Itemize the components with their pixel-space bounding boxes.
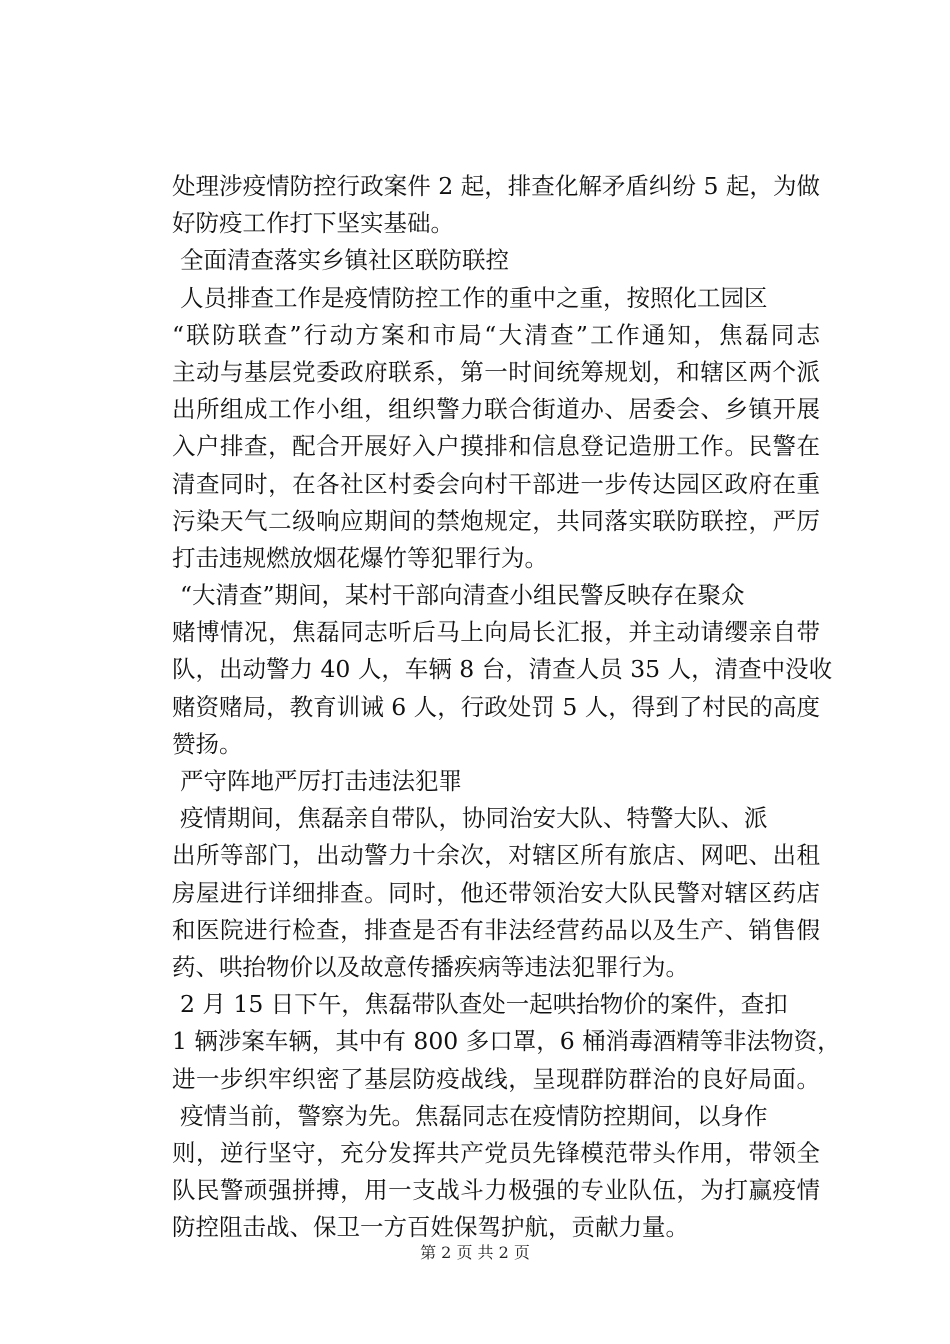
text-line: 赌博情况，焦磊同志听后马上向局长汇报，并主动请缨亲自带 bbox=[172, 618, 820, 647]
text-line: 清查同时，在各社区村委会向村干部进一步传达园区政府在重 bbox=[172, 469, 820, 498]
text-line: 1 辆涉案车辆，其中有 800 多口罩，6 桶消毒酒精等非法物资， bbox=[172, 1027, 841, 1056]
text-line: “联防联查”行动方案和市局“大清查”工作通知，焦磊同志 bbox=[172, 320, 820, 349]
page-footer: 第 2 页 共 2 页 bbox=[420, 1243, 530, 1262]
text-line: 则，逆行坚守，充分发挥共产党员先锋模范带头作用，带领全 bbox=[172, 1138, 820, 1167]
text-line: 队，出动警力 40 人，车辆 8 台，清查人员 35 人，清查中没收 bbox=[172, 655, 833, 684]
text-line: 污染天气二级响应期间的禁炮规定，共同落实联防联控，严厉 bbox=[172, 506, 820, 535]
text-line: 处理涉疫情防控行政案件 2 起，排查化解矛盾纠纷 5 起，为做 bbox=[172, 172, 820, 200]
text-line: 房屋进行详细排查。同时，他还带领治安大队民警对辖区药店 bbox=[172, 878, 820, 907]
text-line: 队民警顽强拼搏，用一支战斗力极强的专业队伍，为打赢疫情 bbox=[172, 1176, 820, 1205]
text-line: 入户排查，配合开展好入户摸排和信息登记造册工作。民警在 bbox=[172, 432, 820, 461]
text-line: “大清查”期间，某村干部向清查小组民警反映存在聚众 bbox=[180, 581, 745, 610]
text-line: 疫情期间，焦磊亲自带队，协同治安大队、特警大队、派 bbox=[180, 804, 768, 833]
text-line: 2 月 15 日下午，焦磊带队查处一起哄抬物价的案件，查扣 bbox=[180, 990, 788, 1019]
text-line: 人员排查工作是疫情防控工作的重中之重，按照化工园区 bbox=[180, 283, 768, 312]
text-line: 药、哄抬物价以及故意传播疾病等违法犯罪行为。 bbox=[172, 952, 689, 981]
text-line: 主动与基层党委政府联系，第一时间统筹规划，和辖区两个派 bbox=[172, 357, 820, 386]
section-heading: 严守阵地严厉打击违法犯罪 bbox=[180, 767, 462, 795]
document-body bbox=[172, 168, 841, 1246]
text-line: 赞扬。 bbox=[172, 729, 243, 758]
section-heading: 全面清查落实乡镇社区联防联控 bbox=[180, 246, 509, 275]
text-line: 出所等部门，出动警力十余次，对辖区所有旅店、网吧、出租 bbox=[172, 841, 820, 870]
text-line: 打击违规燃放烟花爆竹等犯罪行为。 bbox=[172, 543, 548, 572]
text-line: 防控阻击战、保卫一方百姓保驾护航，贡献力量。 bbox=[172, 1213, 689, 1242]
text-line: 出所组成工作小组，组织警力联合街道办、居委会、乡镇开展 bbox=[172, 395, 820, 424]
text-line: 疫情当前，警察为先。焦磊同志在疫情防控期间，以身作 bbox=[180, 1101, 768, 1130]
text-line: 和医院进行检查，排查是否有非法经营药品以及生产、销售假 bbox=[172, 915, 820, 944]
text-line: 好防疫工作打下坚实基础。 bbox=[172, 209, 454, 238]
text-line: 进一步织牢织密了基层防疫战线，呈现群防群治的良好局面。 bbox=[172, 1064, 820, 1093]
text-line: 赌资赌局，教育训诫 6 人，行政处罚 5 人，得到了村民的高度 bbox=[172, 692, 820, 721]
